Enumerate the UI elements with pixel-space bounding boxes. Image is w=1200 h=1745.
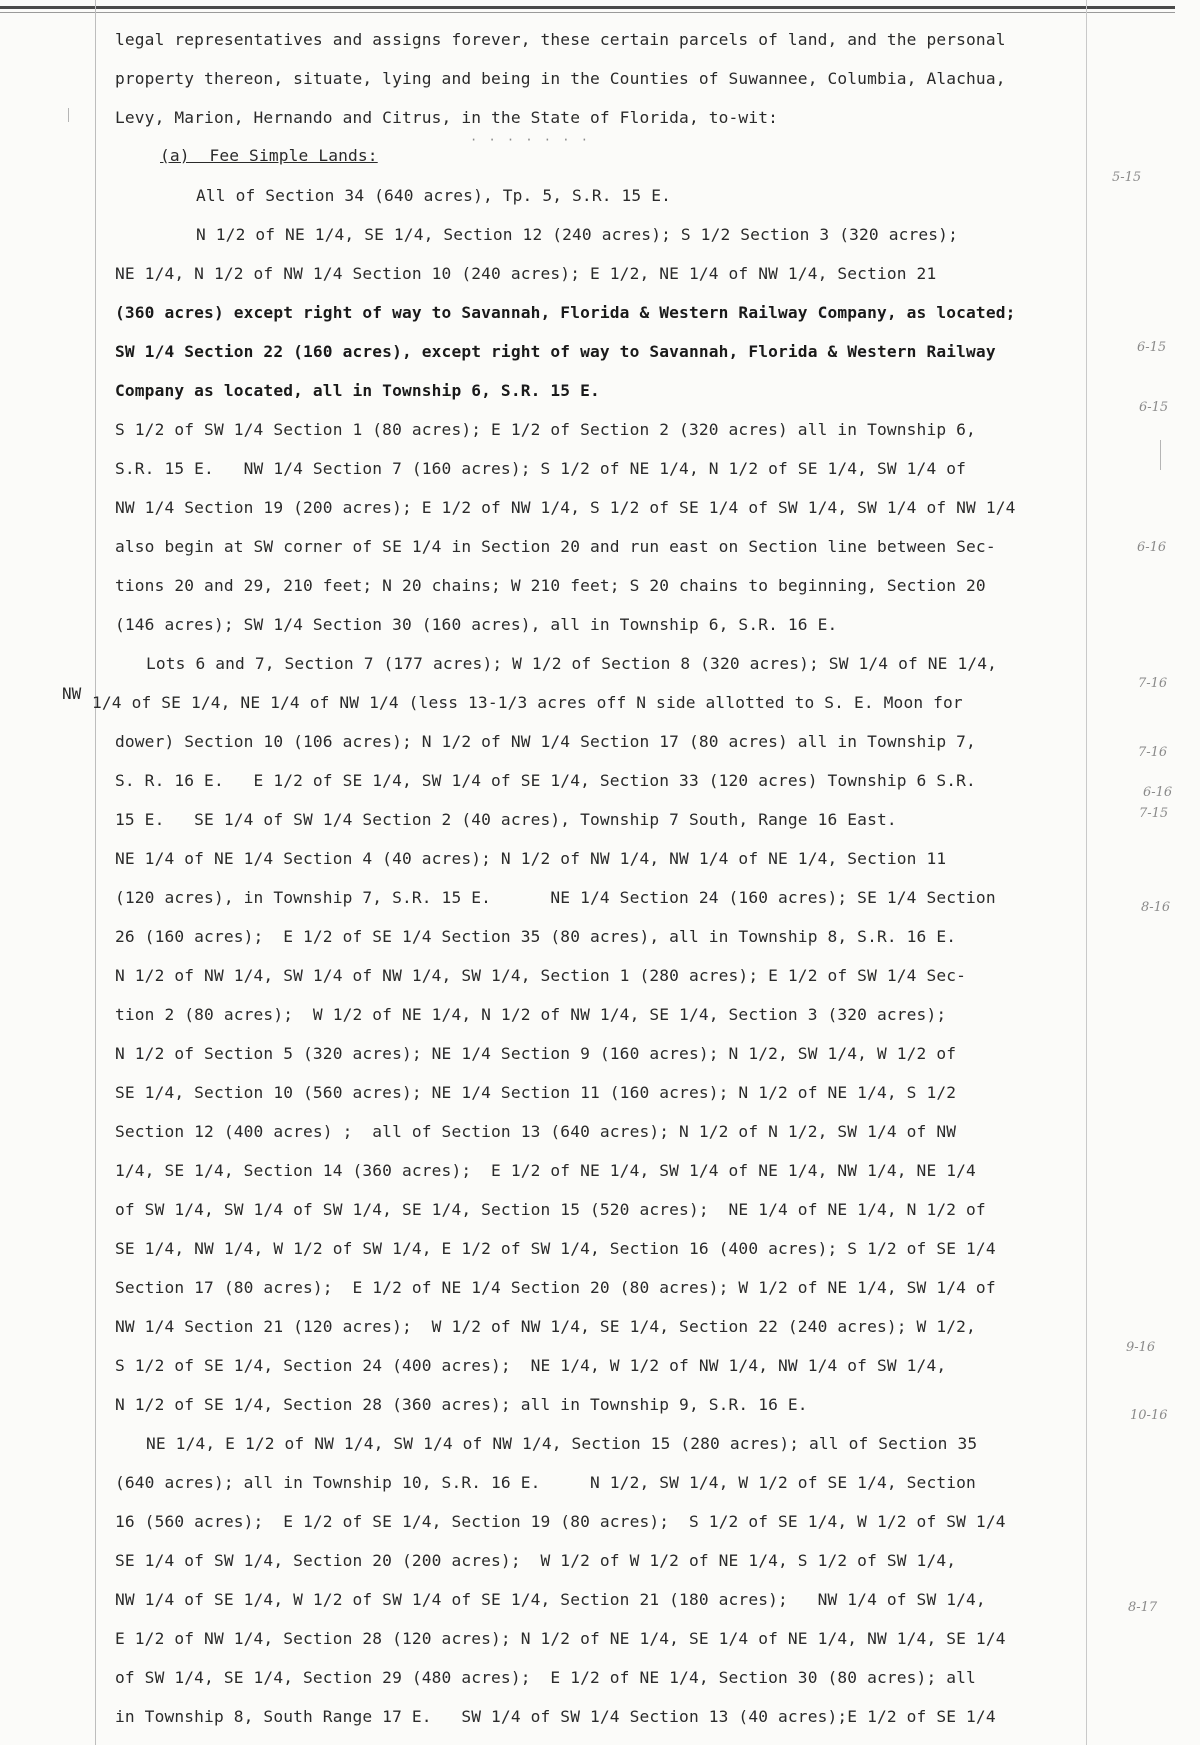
document-line: 16 (560 acres); E 1/2 of SE 1/4, Section 19 (80 acres); S 1/2 of SE 1/4, W 1/2 of SW 1/4 [115,1512,1006,1531]
document-line: (146 acres); SW 1/4 Section 30 (160 acres), all in Township 6, S.R. 16 E. [115,615,838,634]
document-line: 15 E. SE 1/4 of SW 1/4 Section 2 (40 acres), Township 7 South, Range 16 East. [115,810,897,829]
pencil-tick [68,108,69,122]
document-line: Section 12 (400 acres) ; all of Section 13 (640 acres); N 1/2 of N 1/2, SW 1/4 of NW [115,1122,957,1141]
margin-note: 7-15 [1139,806,1169,821]
margin-note: 6-16 [1143,785,1173,800]
top-rule-secondary [0,12,1175,13]
document-line: S.R. 15 E. NW 1/4 Section 7 (160 acres); S 1/2 of NE 1/4, N 1/2 of SE 1/4, SW 1/4 of [115,459,967,478]
margin-note: 8-16 [1141,900,1171,915]
left-margin-rule [95,0,96,1745]
document-line: also begin at SW corner of SE 1/4 in Section 20 and run east on Section line between Sec- [115,537,996,556]
document-line: dower) Section 10 (106 acres); N 1/2 of NW 1/4 Section 17 (80 acres) all in Township 7, [115,732,976,751]
document-line: N 1/2 of NW 1/4, SW 1/4 of NW 1/4, SW 1/4, Section 1 (280 acres); E 1/2 of SW 1/4 Sec- [115,966,967,985]
margin-note: 10-16 [1130,1408,1168,1423]
margin-note: 6-16 [1137,540,1167,555]
document-line: (640 acres); all in Township 10, S.R. 16 E. N 1/2, SW 1/4, W 1/2 of SE 1/4, Section [115,1473,976,1492]
document-line: Lots 6 and 7, Section 7 (177 acres); W 1/2 of Section 8 (320 acres); SW 1/4 of NE 1/4, [146,654,998,673]
document-line: SW 1/4 Section 22 (160 acres), except right of way to Savannah, Florida & Western Railway [115,342,996,361]
document-line: N 1/2 of SE 1/4, Section 28 (360 acres); all in Township 9, S.R. 16 E. [115,1395,808,1414]
document-line: S 1/2 of SW 1/4 Section 1 (80 acres); E 1/2 of Section 2 (320 acres) all in Township 6, [115,420,976,439]
document-line: NW 1/4 Section 19 (200 acres); E 1/2 of NW 1/4, S 1/2 of SE 1/4 of SW 1/4, SW 1/4 of NW 1/4 [115,498,1016,517]
right-margin-rule [1086,0,1087,1745]
margin-note: 9-16 [1126,1340,1156,1355]
document-line: in Township 8, South Range 17 E. SW 1/4 of SW 1/4 Section 13 (40 acres);E 1/2 of SE 1/4 [115,1707,996,1726]
document-line: 26 (160 acres); E 1/2 of SE 1/4 Section 35 (80 acres), all in Township 8, S.R. 16 E. [115,927,957,946]
decorative-dots: · · · · · · · [470,133,590,147]
document-line: NW 1/4 Section 21 (120 acres); W 1/2 of NW 1/4, SE 1/4, Section 22 (240 acres); W 1/2, [115,1317,976,1336]
top-rule [0,6,1175,9]
document-line: Levy, Marion, Hernando and Citrus, in the State of Florida, to-wit: [115,108,779,127]
document-line: SE 1/4, Section 10 (560 acres); NE 1/4 Section 11 (160 acres); N 1/2 of NE 1/4, S 1/2 [115,1083,957,1102]
document-line: property thereon, situate, lying and being in the Counties of Suwannee, Columbia, Alachua, [115,69,1006,88]
document-line: Company as located, all in Township 6, S.R. 15 E. [115,381,600,400]
document-line: S 1/2 of SE 1/4, Section 24 (400 acres); NE 1/4, W 1/2 of NW 1/4, NW 1/4 of SW 1/4, [115,1356,947,1375]
margin-note: 7-16 [1138,745,1168,760]
document-line: NE 1/4, E 1/2 of NW 1/4, SW 1/4 of NW 1/4, Section 15 (280 acres); all of Section 35 [146,1434,978,1453]
margin-nw-label: NW [62,684,82,703]
document-line: of SW 1/4, SW 1/4 of SW 1/4, SE 1/4, Section 15 (520 acres); NE 1/4 of NE 1/4, N 1/2 of [115,1200,986,1219]
pencil-tick [1160,440,1161,470]
document-line: Section 17 (80 acres); E 1/2 of NE 1/4 Section 20 (80 acres); W 1/2 of NE 1/4, SW 1/4 of [115,1278,996,1297]
document-line: SE 1/4, NW 1/4, W 1/2 of SW 1/4, E 1/2 of SW 1/4, Section 16 (400 acres); S 1/2 of SE 1/4 [115,1239,996,1258]
document-line: NE 1/4, N 1/2 of NW 1/4 Section 10 (240 acres); E 1/2, NE 1/4 of NW 1/4, Section 21 [115,264,937,283]
margin-note: 5-15 [1112,170,1142,185]
document-line: legal representatives and assigns forever, these certain parcels of land, and the personal [115,30,1006,49]
margin-note: 6-15 [1137,340,1167,355]
document-line: NE 1/4 of NE 1/4 Section 4 (40 acres); N 1/2 of NW 1/4, NW 1/4 of NE 1/4, Section 11 [115,849,947,868]
document-line: (120 acres), in Township 7, S.R. 15 E. NE 1/4 Section 24 (160 acres); SE 1/4 Section [115,888,996,907]
document-line: NW 1/4 of SE 1/4, W 1/2 of SW 1/4 of SE 1/4, Section 21 (180 acres); NW 1/4 of SW 1/4, [115,1590,986,1609]
document-line: 1/4 of SE 1/4, NE 1/4 of NW 1/4 (less 13-1/3 acres off N side allotted to S. E. Moon for [92,693,963,712]
document-line: S. R. 16 E. E 1/2 of SE 1/4, SW 1/4 of SE 1/4, Section 33 (120 acres) Township 6 S.R. [115,771,976,790]
document-line: (360 acres) except right of way to Savannah, Florida & Western Railway Company, as located; [115,303,1016,322]
document-line: (a) Fee Simple Lands: [160,146,378,165]
document-line: of SW 1/4, SE 1/4, Section 29 (480 acres); E 1/2 of NE 1/4, Section 30 (80 acres); all [115,1668,976,1687]
document-line: E 1/2 of NW 1/4, Section 28 (120 acres); N 1/2 of NE 1/4, SE 1/4 of NE 1/4, NW 1/4, SE 1/4 [115,1629,1006,1648]
document-line: All of Section 34 (640 acres), Tp. 5, S.R. 15 E. [196,186,671,205]
document-line: tions 20 and 29, 210 feet; N 20 chains; W 210 feet; S 20 chains to beginning, Section 20 [115,576,986,595]
document-line: tion 2 (80 acres); W 1/2 of NE 1/4, N 1/2 of NW 1/4, SE 1/4, Section 3 (320 acres); [115,1005,947,1024]
document-line: SE 1/4 of SW 1/4, Section 20 (200 acres); W 1/2 of W 1/2 of NE 1/4, S 1/2 of SW 1/4, [115,1551,957,1570]
margin-note: 6-15 [1139,400,1169,415]
margin-note: 7-16 [1138,676,1168,691]
document-line: N 1/2 of NE 1/4, SE 1/4, Section 12 (240 acres); S 1/2 Section 3 (320 acres); [196,225,958,244]
document-line: 1/4, SE 1/4, Section 14 (360 acres); E 1/2 of NE 1/4, SW 1/4 of NE 1/4, NW 1/4, NE 1/4 [115,1161,976,1180]
margin-note: 8-17 [1128,1600,1158,1615]
document-line: N 1/2 of Section 5 (320 acres); NE 1/4 Section 9 (160 acres); N 1/2, SW 1/4, W 1/2 of [115,1044,957,1063]
